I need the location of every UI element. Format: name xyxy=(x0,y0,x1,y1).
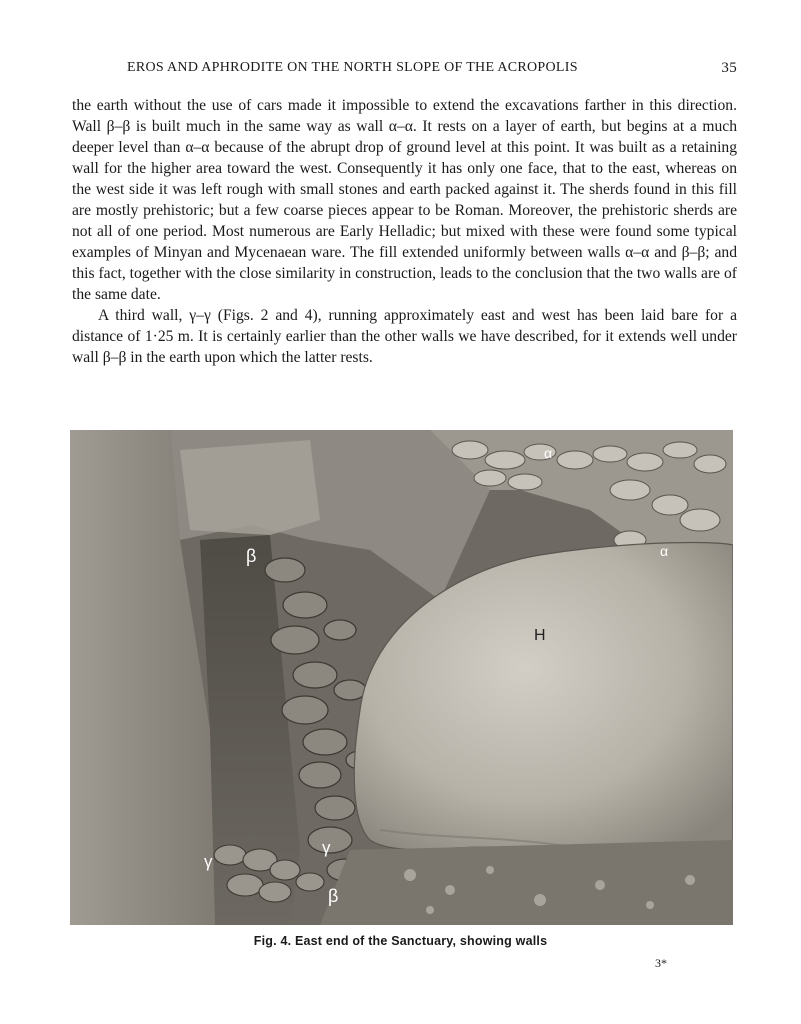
photo-label-beta-bottom: β xyxy=(328,886,339,906)
photo-label-alpha-top: α xyxy=(544,445,553,461)
signature-mark: 3* xyxy=(655,956,667,970)
paragraph: the earth without the use of cars made it impossible to extend the excavations farther in this direction. Wall β–β is built much in the same way as wall α–α. It rests on a layer of earth, but begins at a much deeper level than α–α because of the abrupt drop of ground level at this point. It was built as a retaining wall for the higher area toward the west. Consequently it has only one face, that to the east, whereas on the west side it was left rough with small stones and earth packed against it. The sherds found in this fill are mostly prehistoric; but a few coarse pieces appear to be Roman. Moreover, the prehistoric sherds are not all of one period. Most numerous are Early Helladic; but mixed with these were found some typical examples of Minyan and Mycenaean ware. The fill extended uniformly between walls α–α and β–β; and this fact, together with the close similarity in construction, leads to the conclusion that the two walls are of the same date. xyxy=(72,97,737,303)
page-number: 35 xyxy=(721,60,737,76)
excavation-photograph xyxy=(70,430,733,925)
running-title: EROS AND APHRODITE ON THE NORTH SLOPE OF THE ACROPOLIS xyxy=(127,60,578,75)
running-head xyxy=(72,60,737,82)
body-text xyxy=(72,95,737,368)
photo-label-alpha-right: α xyxy=(660,543,669,559)
photo-label-gamma-mid: γ xyxy=(322,838,331,857)
figure-caption: Fig. 4. East end of the Sanctuary, showing walls xyxy=(253,934,548,948)
paragraph: A third wall, γ–γ (Figs. 2 and 4), running approximately east and west has been laid bare for a distance of 1·25 m. It is certainly earlier than the other walls we have described, for it extends well under wall β–β in the earth upon which the latter rests. xyxy=(72,307,737,366)
photo-label-gamma-left: γ xyxy=(204,852,213,871)
photo-label-h: H xyxy=(534,627,546,644)
photo-label-beta-top: β xyxy=(246,546,257,566)
photo-illustration xyxy=(70,430,733,925)
